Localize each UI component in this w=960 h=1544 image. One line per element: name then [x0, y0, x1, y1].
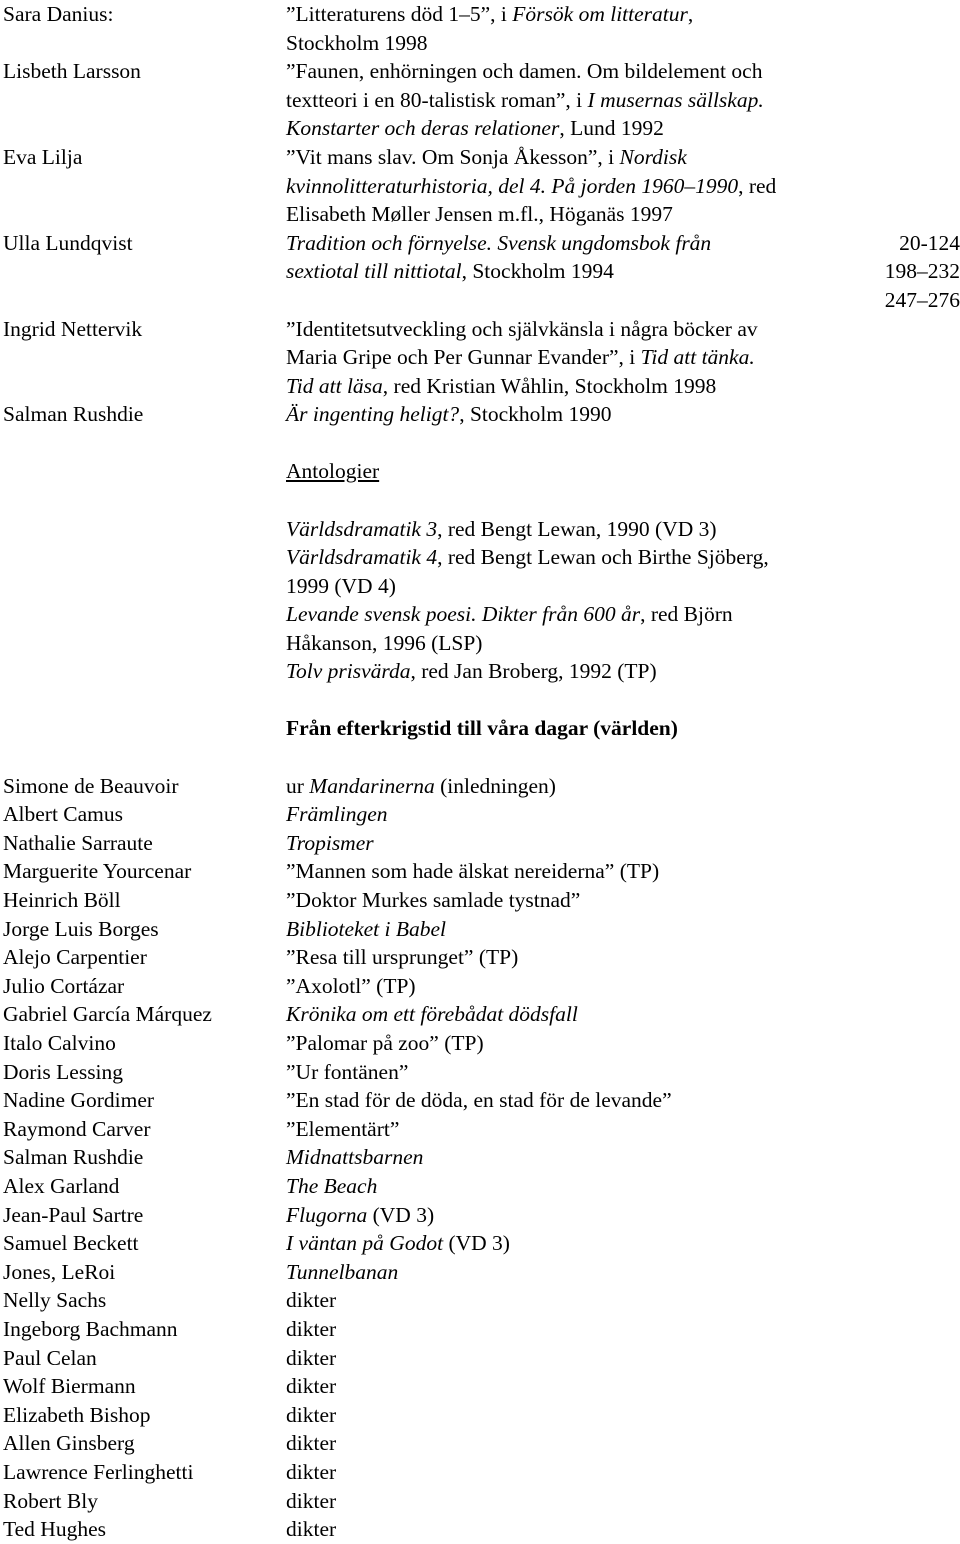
text-segment: textteori i en 80-talistisk roman”, i	[286, 87, 588, 112]
italic-title-segment: Försök om litteratur	[512, 2, 688, 26]
italic-title-segment: Mandarinerna	[309, 773, 435, 798]
postwar-entry	[0, 829, 960, 858]
postwar-list	[0, 772, 960, 1544]
postwar-work	[286, 1229, 856, 1258]
postwar-author: Jones, LeRoi	[3, 1259, 116, 1284]
text-segment: ,	[687, 2, 694, 26]
reference-entry	[0, 57, 960, 143]
page-ranges	[856, 229, 960, 315]
postwar-entry	[0, 1401, 960, 1430]
text-segment: dikter	[286, 1431, 337, 1456]
reference-author: Ingrid Nettervik	[3, 316, 143, 341]
anthology-line	[286, 600, 960, 629]
postwar-section-header	[0, 714, 960, 743]
reference-line	[286, 315, 856, 344]
postwar-entry	[0, 915, 960, 944]
italic-title-segment: Biblioteket i Babel	[286, 916, 447, 941]
text-segment: , red Bengt Lewan, 1990 (VD 3)	[437, 516, 717, 541]
postwar-entry	[0, 1172, 960, 1201]
reference-line	[286, 57, 856, 86]
postwar-author: Marguerite Yourcenar	[3, 859, 192, 884]
postwar-entry	[0, 1058, 960, 1087]
postwar-entry	[0, 1315, 960, 1344]
text-segment: Elisabeth Møller Jensen m.fl., Höganäs 1997	[286, 202, 673, 227]
postwar-work	[286, 1115, 856, 1144]
text-segment: ”Doktor Murkes samlade tystnad”	[286, 888, 581, 913]
postwar-author: Samuel Beckett	[3, 1231, 139, 1256]
postwar-heading: Från efterkrigstid till våra dagar (världen)	[286, 716, 678, 741]
postwar-author: Raymond Carver	[3, 1116, 151, 1141]
text-segment: ”Axolotl” (TP)	[286, 973, 416, 998]
postwar-author: Doris Lessing	[3, 1059, 124, 1084]
text-segment: dikter	[286, 1488, 337, 1513]
postwar-work	[286, 915, 856, 944]
postwar-work	[286, 829, 856, 858]
italic-title-segment: Nordisk	[619, 144, 687, 169]
postwar-entry	[0, 1344, 960, 1373]
italic-title-segment: Tolv prisvärda	[286, 659, 411, 684]
anthology-line	[286, 657, 960, 686]
postwar-author: Lawrence Ferlinghetti	[3, 1459, 194, 1484]
text-segment: ”Litteraturens död 1–5”, i	[286, 2, 513, 26]
reference-author: Eva Lilja	[3, 144, 83, 169]
text-segment: ”Mannen som hade älskat nereiderna” (TP)	[286, 859, 660, 884]
italic-title-segment: Tradition och förnyelse. Svensk ungdomsbok från	[286, 230, 712, 255]
reference-work	[286, 400, 856, 429]
reference-entry	[0, 0, 960, 57]
anthology-line	[286, 629, 960, 658]
italic-title-segment: The Beach	[286, 1173, 378, 1198]
italic-title-segment: Levande svensk poesi. Dikter från 600 år	[286, 602, 641, 627]
postwar-author: Nathalie Sarraute	[3, 830, 153, 855]
text-segment: , Lund 1992	[559, 116, 664, 141]
italic-title-segment: Världsdramatik 3	[286, 516, 438, 541]
italic-title-segment: I väntan på Godot	[286, 1231, 444, 1256]
italic-title-segment: Världsdramatik 4	[286, 545, 438, 570]
text-segment: ”Identitetsutveckling och självkänsla i några böcker av	[286, 316, 758, 341]
postwar-author: Albert Camus	[3, 802, 124, 827]
text-segment: Stockholm 1998	[286, 30, 428, 55]
postwar-author: Julio Cortázar	[3, 973, 125, 998]
postwar-entry	[0, 772, 960, 801]
postwar-work	[286, 1258, 856, 1287]
italic-title-segment: Är ingenting heligt?	[286, 402, 460, 427]
reference-work	[286, 315, 856, 401]
text-segment: ”Vit mans slav. Om Sonja Åkesson”, i	[286, 144, 620, 169]
postwar-author: Nelly Sachs	[3, 1288, 107, 1313]
text-segment: , red Kristian Wåhlin, Stockholm 1998	[382, 373, 717, 398]
text-segment: , Stockholm 1990	[459, 402, 612, 427]
postwar-work	[286, 1487, 856, 1516]
anthology-line	[286, 572, 960, 601]
reference-work	[286, 143, 856, 229]
postwar-author: Simone de Beauvoir	[3, 773, 179, 798]
postwar-author: Ingeborg Bachmann	[3, 1316, 178, 1341]
postwar-work	[286, 1058, 856, 1087]
reference-work	[286, 229, 856, 315]
postwar-entry	[0, 1515, 960, 1544]
reference-author: Sara Danius:	[3, 2, 114, 26]
reference-line	[286, 257, 856, 286]
postwar-entry	[0, 1229, 960, 1258]
page-range: 247–276	[884, 287, 960, 312]
reference-line	[286, 229, 856, 258]
text-segment: (inledningen)	[434, 773, 556, 798]
postwar-entry	[0, 886, 960, 915]
postwar-work	[286, 1286, 856, 1315]
text-segment: dikter	[286, 1402, 337, 1427]
postwar-entry	[0, 1115, 960, 1144]
postwar-work	[286, 800, 856, 829]
postwar-entry	[0, 1487, 960, 1516]
postwar-entry	[0, 972, 960, 1001]
text-segment: (VD 3)	[443, 1231, 510, 1256]
postwar-work	[286, 1344, 856, 1373]
italic-title-segment: Krönika om ett förebådat dödsfall	[286, 1002, 578, 1027]
reference-author: Salman Rushdie	[3, 402, 144, 427]
postwar-work	[286, 1515, 856, 1544]
text-segment: , Stockholm 1994	[461, 259, 614, 284]
postwar-work	[286, 1401, 856, 1430]
postwar-work	[286, 1143, 856, 1172]
text-segment: ”Ur fontänen”	[286, 1059, 409, 1084]
postwar-work	[286, 972, 856, 1001]
text-segment: ”Elementärt”	[286, 1116, 400, 1141]
text-segment: ”En stad för de döda, en stad för de levande”	[286, 1088, 672, 1113]
postwar-entry	[0, 857, 960, 886]
italic-title-segment: Tid att läsa	[286, 373, 383, 398]
postwar-entry	[0, 1201, 960, 1230]
page-range: 198–232	[884, 259, 960, 284]
anthologies-heading: Antologier	[286, 458, 380, 483]
anthologies-section	[0, 457, 960, 686]
italic-title-segment: Tunnelbanan	[286, 1259, 399, 1284]
anthology-line	[286, 543, 960, 572]
postwar-entry	[0, 1286, 960, 1315]
postwar-author: Robert Bly	[3, 1488, 98, 1513]
italic-title-segment: Midnattsbarnen	[286, 1145, 424, 1170]
reference-work	[286, 0, 856, 57]
reference-line	[286, 172, 856, 201]
reference-line	[286, 200, 856, 229]
reference-line	[286, 372, 856, 401]
postwar-entry	[0, 1086, 960, 1115]
postwar-work	[286, 857, 856, 886]
text-segment: , red Björn	[640, 602, 733, 627]
postwar-author: Ted Hughes	[3, 1517, 106, 1542]
postwar-entry	[0, 1458, 960, 1487]
reference-entry	[0, 315, 960, 401]
reference-list	[0, 0, 960, 429]
postwar-author: Elizabeth Bishop	[3, 1402, 151, 1427]
postwar-author: Jorge Luis Borges	[3, 916, 159, 941]
reference-line	[286, 143, 856, 172]
text-segment: ”Faunen, enhörningen och damen. Om bildelement och	[286, 59, 763, 84]
reference-author: Ulla Lundqvist	[3, 230, 133, 255]
reference-line	[286, 86, 856, 115]
reference-line	[286, 400, 856, 429]
postwar-work	[286, 1029, 856, 1058]
postwar-author: Wolf Biermann	[3, 1374, 136, 1399]
text-segment: Håkanson, 1996 (LSP)	[286, 630, 483, 655]
postwar-entry	[0, 1372, 960, 1401]
postwar-entry	[0, 1000, 960, 1029]
text-segment: , red Jan Broberg, 1992 (TP)	[410, 659, 657, 684]
anthology-list	[286, 515, 960, 687]
postwar-work	[286, 1201, 856, 1230]
text-segment: dikter	[286, 1459, 337, 1484]
italic-title-segment: I musernas sällskap.	[587, 87, 764, 112]
postwar-author: Heinrich Böll	[3, 888, 121, 913]
italic-title-segment: Konstarter och deras relationer	[286, 116, 560, 141]
text-segment: , red Bengt Lewan och Birthe Sjöberg,	[437, 545, 769, 570]
reference-line	[286, 114, 856, 143]
italic-title-segment: sextiotal till nittiotal	[286, 259, 462, 284]
reference-work	[286, 57, 856, 143]
reference-entry	[0, 400, 960, 429]
postwar-work	[286, 1315, 856, 1344]
postwar-work	[286, 772, 856, 801]
reference-line	[286, 343, 856, 372]
text-segment: Maria Gripe och Per Gunnar Evander”, i	[286, 345, 641, 370]
reference-entry	[0, 143, 960, 229]
text-segment: dikter	[286, 1316, 337, 1341]
anthology-line	[286, 515, 960, 544]
postwar-author: Alejo Carpentier	[3, 945, 147, 970]
postwar-author: Nadine Gordimer	[3, 1088, 155, 1113]
reference-entry	[0, 229, 960, 315]
reference-author: Lisbeth Larsson	[3, 59, 141, 84]
postwar-author: Paul Celan	[3, 1345, 97, 1370]
postwar-entry	[0, 943, 960, 972]
postwar-work	[286, 1458, 856, 1487]
text-segment: , red	[738, 173, 777, 198]
italic-title-segment: Tid att tänka.	[640, 345, 755, 370]
text-segment: ur	[286, 773, 310, 798]
postwar-author: Salman Rushdie	[3, 1145, 144, 1170]
postwar-author: Alex Garland	[3, 1173, 120, 1198]
postwar-entry	[0, 800, 960, 829]
page-range: 20-124	[899, 230, 960, 255]
postwar-work	[286, 886, 856, 915]
italic-title-segment: Främlingen	[286, 802, 388, 827]
italic-title-segment: Tropismer	[286, 830, 374, 855]
reference-line	[286, 0, 856, 29]
text-segment: ”Resa till ursprunget” (TP)	[286, 945, 519, 970]
postwar-entry	[0, 1029, 960, 1058]
text-segment: dikter	[286, 1288, 337, 1313]
text-segment: ”Palomar på zoo” (TP)	[286, 1031, 484, 1055]
reference-line	[286, 29, 856, 58]
postwar-entry	[0, 1143, 960, 1172]
text-segment: (VD 3)	[367, 1202, 435, 1227]
text-segment: dikter	[286, 1345, 337, 1370]
postwar-work	[286, 1429, 856, 1458]
postwar-work	[286, 943, 856, 972]
postwar-work	[286, 1372, 856, 1401]
postwar-author: Jean-Paul Sartre	[3, 1202, 144, 1227]
postwar-author: Allen Ginsberg	[3, 1431, 135, 1456]
postwar-work	[286, 1172, 856, 1201]
text-segment: dikter	[286, 1374, 337, 1399]
postwar-work	[286, 1000, 856, 1029]
postwar-entry	[0, 1429, 960, 1458]
text-segment: dikter	[286, 1517, 337, 1542]
postwar-author: Gabriel García Márquez	[3, 1002, 212, 1027]
postwar-author: Italo Calvino	[3, 1031, 116, 1055]
italic-title-segment: Flugorna	[286, 1202, 368, 1227]
text-segment: 1999 (VD 4)	[286, 573, 396, 598]
postwar-work	[286, 1086, 856, 1115]
italic-title-segment: kvinnolitteraturhistoria, del 4. På jorden 1960–1990	[286, 173, 739, 198]
postwar-entry	[0, 1258, 960, 1287]
